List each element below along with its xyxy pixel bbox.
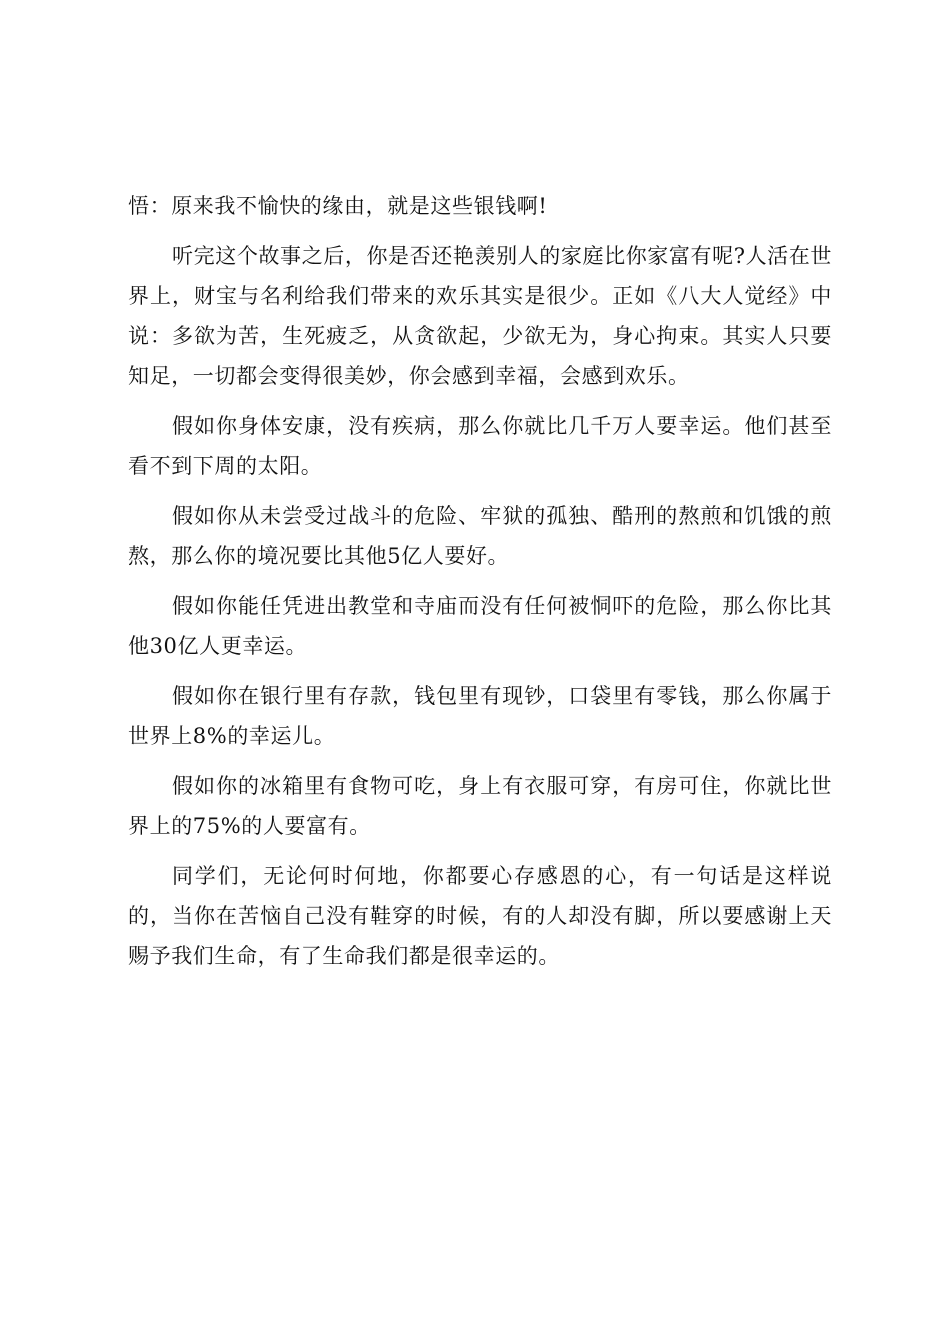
paragraph: 假如你在银行里有存款，钱包里有现钞，口袋里有零钱，那么你属于世界上8%的幸运儿。 [128, 684, 832, 748]
paragraph: 同学们，无论何时何地，你都要心存感恩的心，有一句话是这样说的，当你在苦恼自己没有鞋穿的时候，有的人却没有脚，所以要感谢上天赐予我们生命，有了生命我们都是很幸运的。 [128, 864, 832, 968]
document-body [128, 186, 832, 986]
paragraph: 假如你从未尝受过战斗的危险、牢狱的孤独、酷刑的熬煎和饥饿的煎熬，那么你的境况要比其他5亿人要好。 [128, 504, 832, 568]
paragraph: 假如你身体安康，没有疾病，那么你就比几千万人要幸运。他们甚至看不到下周的太阳。 [128, 414, 832, 478]
paragraph: 假如你能任凭进出教堂和寺庙而没有任何被恫吓的危险，那么你比其他30亿人更幸运。 [128, 594, 832, 658]
paragraph: 假如你的冰箱里有食物可吃，身上有衣服可穿，有房可住，你就比世界上的75%的人要富有。 [128, 774, 832, 838]
paragraph: 听完这个故事之后，你是否还艳羡别人的家庭比你家富有呢?人活在世界上，财宝与名利给我们带来的欢乐其实是很少。正如《八大人觉经》中说：多欲为苦，生死疲乏，从贪欲起，少欲无为，身心拘束。其实人只要知足，一切都会变得很美妙，你会感到幸福，会感到欢乐。 [128, 244, 832, 388]
paragraph-continuation: 悟：原来我不愉快的缘由，就是这些银钱啊! [128, 194, 548, 218]
